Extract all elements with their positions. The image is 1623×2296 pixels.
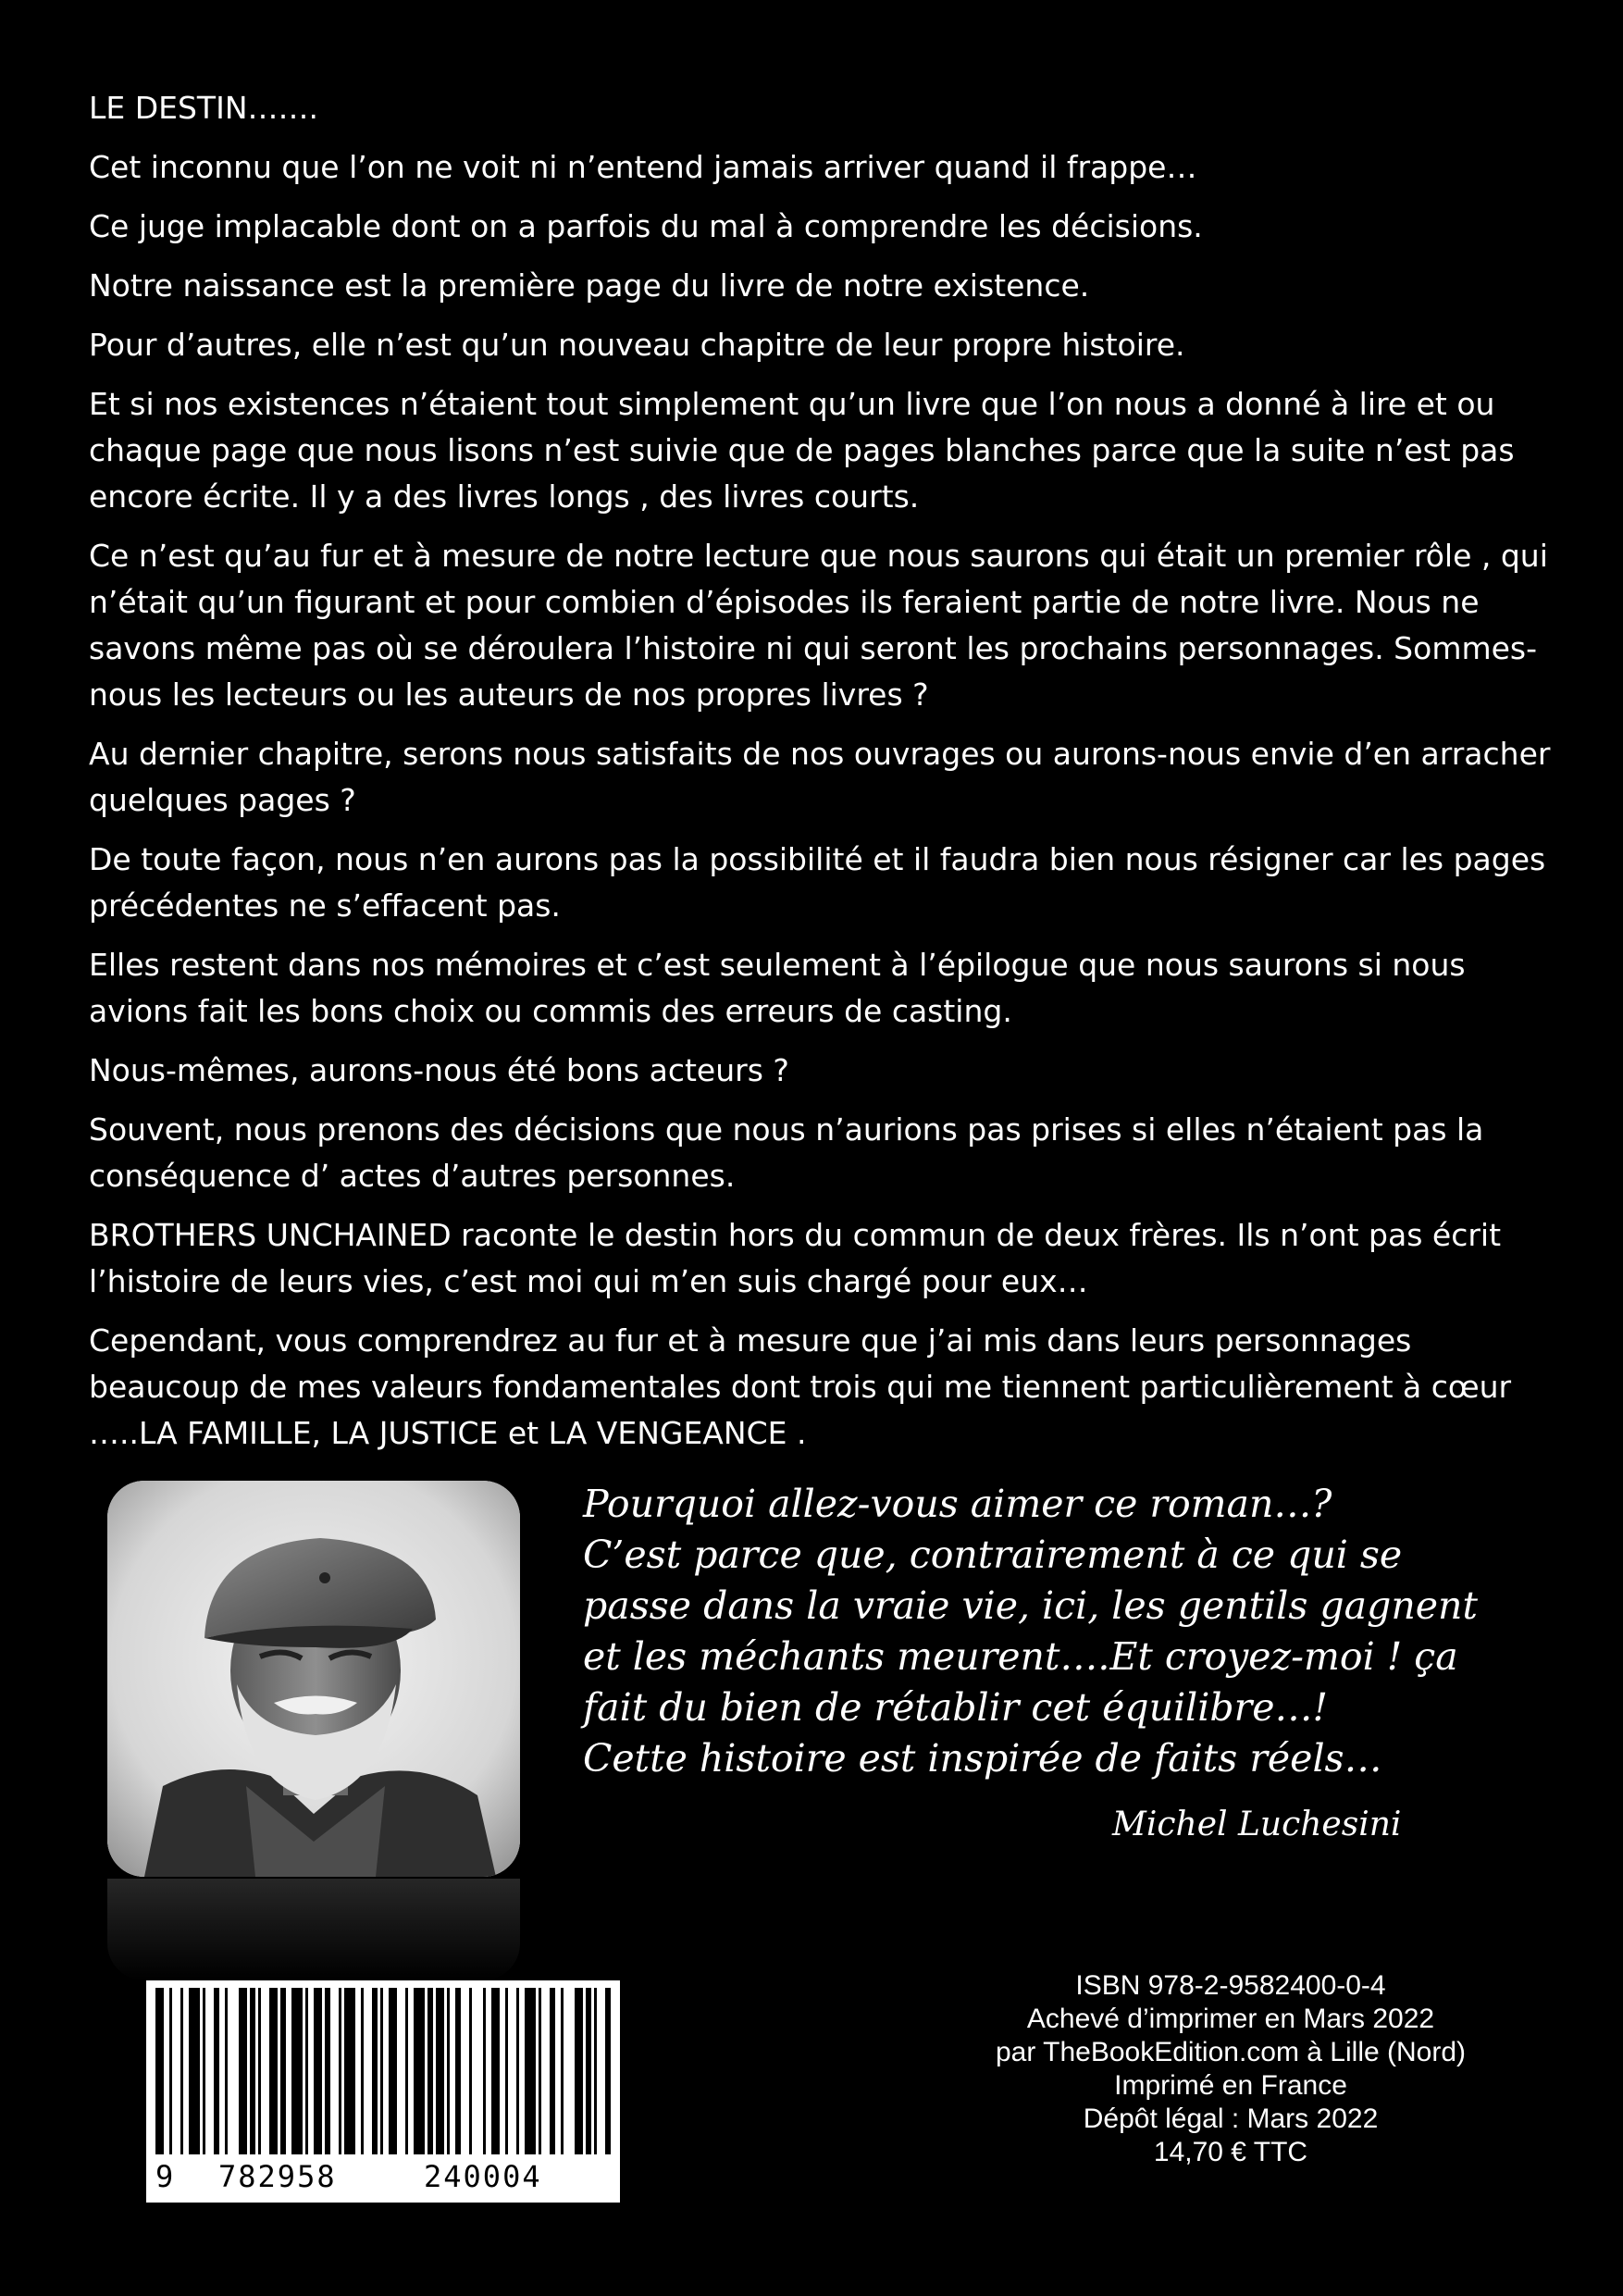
synopsis-paragraph: Notre naissance est la première page du livre de notre existence. xyxy=(89,267,1090,304)
quote-line: passe dans la vraie vie, ici, les gentils gagnent xyxy=(583,1583,1478,1628)
barcode-bar xyxy=(155,1988,164,2154)
barcode-digits-left: 782958 xyxy=(218,2159,337,2194)
synopsis-paragraph: Nous-mêmes, aurons-nous été bons acteurs ? xyxy=(89,1052,789,1088)
barcode-bar xyxy=(436,1988,444,2154)
barcode-bar xyxy=(389,1988,397,2154)
printed-date-line: Achevé d’imprimer en Mars 2022 xyxy=(1026,2004,1435,2034)
synopsis-paragraph: Cet inconnu que l’on ne voit ni n’entend jamais arriver quand il frappe… xyxy=(89,149,1197,185)
barcode-bar xyxy=(414,1988,425,2154)
synopsis-paragraph: Souvent, nous prenons des décisions que nous n’aurions pas prises si elles n’étaient pas la conséquence d’ actes d’autres personnes. xyxy=(89,1111,1484,1194)
quote-line: fait du bien de rétablir cet équilibre…! xyxy=(583,1685,1328,1730)
barcode-digits-right: 240004 xyxy=(424,2159,542,2194)
barcode-bar xyxy=(372,1988,378,2154)
synopsis-paragraph: De toute façon, nous n’en aurons pas la possibilité et il faudra bien nous résigner car les pages précédentes ne s’effacent pas. xyxy=(89,841,1546,924)
isbn-barcode xyxy=(146,1980,620,2203)
barcode-bar xyxy=(291,1988,303,2154)
author-signature: Michel Luchesini xyxy=(1112,1806,1402,1843)
isbn-line: ISBN 978-2-9582400-0-4 xyxy=(1075,1970,1386,2001)
barcode-bar xyxy=(491,1988,500,2154)
barcode-bar xyxy=(447,1988,450,2154)
barcode-bar xyxy=(550,1988,555,2154)
barcode-bar xyxy=(586,1988,591,2154)
quote-line: Cette histoire est inspirée de faits réels… xyxy=(583,1736,1382,1781)
barcode-bar xyxy=(305,1988,308,2154)
barcode-bar xyxy=(427,1988,433,2154)
barcode-bar xyxy=(239,1988,247,2154)
author-photo-reflection xyxy=(107,1879,520,1980)
barcode-bars xyxy=(155,1988,611,2164)
barcode-bar xyxy=(525,1988,536,2154)
barcode-bar xyxy=(405,1988,408,2154)
barcode-bar xyxy=(505,1988,508,2154)
barcode-bar xyxy=(189,1988,200,2154)
barcode-bar xyxy=(361,1988,364,2154)
barcode-bar xyxy=(250,1988,255,2154)
barcode-bar xyxy=(344,1988,355,2154)
synopsis-paragraph: Au dernier chapitre, serons nous satisfaits de nos ouvrages ou aurons-nous envie d’en arracher quelques pages ? xyxy=(89,736,1551,818)
barcode-bar xyxy=(483,1988,486,2154)
barcode-bar xyxy=(314,1988,322,2154)
barcode-bar xyxy=(561,1988,564,2154)
barcode-bar xyxy=(203,1988,205,2154)
barcode-digit-first: 9 xyxy=(155,2159,176,2194)
barcode-bar xyxy=(339,1988,341,2154)
barcode-bar xyxy=(325,1988,330,2154)
barcode-bar xyxy=(269,1988,278,2154)
quote-line: Pourquoi allez-vous aimer ce roman…? xyxy=(583,1482,1332,1526)
barcode-bar xyxy=(455,1988,461,2154)
printed-in-line: Imprimé en France xyxy=(1114,2070,1347,2101)
synopsis-paragraph: Elles restent dans nos mémoires et c’est seulement à l’épilogue que nous saurons si nous avions fait les bons choix ou commis des erreurs de casting. xyxy=(89,947,1466,1029)
barcode-bar xyxy=(214,1988,219,2154)
barcode-bar xyxy=(225,1988,228,2154)
barcode-bar xyxy=(605,1988,611,2154)
quote-line: et les méchants meurent….Et croyez-moi ! ça xyxy=(583,1634,1458,1679)
barcode-bar xyxy=(594,1988,597,2154)
author-photo xyxy=(107,1481,520,1877)
synopsis-paragraph: Et si nos existences n’étaient tout simplement qu’un livre que l’on nous a donné à lire et ou chaque page que nous lisons n’est suivie que de pages blanches parce que la suite n’est pas encore écrite. Il y a des livres longs , des livres courts. xyxy=(89,386,1515,515)
barcode-bar xyxy=(539,1988,541,2154)
synopsis-paragraph: Ce n’est qu’au fur et à mesure de notre lecture que nous saurons qui était un premier rôle , qui n’était qu’un figurant et pour combien d’épisodes ils feraient partie de notre livre. Nous ne savons même pas où se déroulera l’histoire ni qui seront les prochains personnages. Sommes-nous les lecteurs ou les auteurs de nos propres livres ? xyxy=(89,538,1548,713)
quote-line: C’est parce que, contrairement à ce qui se xyxy=(583,1533,1403,1577)
author-quote xyxy=(583,1479,1601,1784)
barcode-bar xyxy=(258,1988,261,2154)
barcode-bar xyxy=(380,1988,383,2154)
synopsis-paragraph: Ce juge implacable dont on a parfois du mal à comprendre les décisions. xyxy=(89,208,1203,244)
synopsis-paragraph: BROTHERS UNCHAINED raconte le destin hors du commun de deux frères. Ils n’ont pas écrit l’histoire de leurs vies, c’est moi qui m’en suis chargé pour eux… xyxy=(89,1217,1502,1299)
barcode-bar xyxy=(169,1988,172,2154)
synopsis-title: LE DESTIN……. xyxy=(89,90,318,126)
synopsis-text xyxy=(89,85,1569,1470)
barcode-bar xyxy=(469,1988,472,2154)
barcode-bar xyxy=(575,1988,583,2154)
legal-deposit-line: Dépôt légal : Mars 2022 xyxy=(1083,2104,1379,2134)
synopsis-paragraph: Pour d’autres, elle n’est qu’un nouveau chapitre de leur propre histoire. xyxy=(89,327,1185,363)
barcode-bar xyxy=(280,1988,286,2154)
barcode-bar xyxy=(516,1988,519,2154)
publisher-line: par TheBookEdition.com à Lille (Nord) xyxy=(995,2037,1467,2067)
price-line: 14,70 € TTC xyxy=(1153,2137,1308,2167)
imprint-info xyxy=(962,1969,1499,2169)
synopsis-paragraph: Cependant, vous comprendrez au fur et à mesure que j’ai mis dans leurs personnages beaucoup de mes valeurs fondamentales dont trois qui me tiennent particulièrement à cœur …..LA FAMILLE, LA JUSTICE et LA VENGEANCE . xyxy=(89,1322,1512,1451)
author-portrait-illustration xyxy=(107,1481,520,1877)
barcode-bar xyxy=(180,1988,183,2154)
